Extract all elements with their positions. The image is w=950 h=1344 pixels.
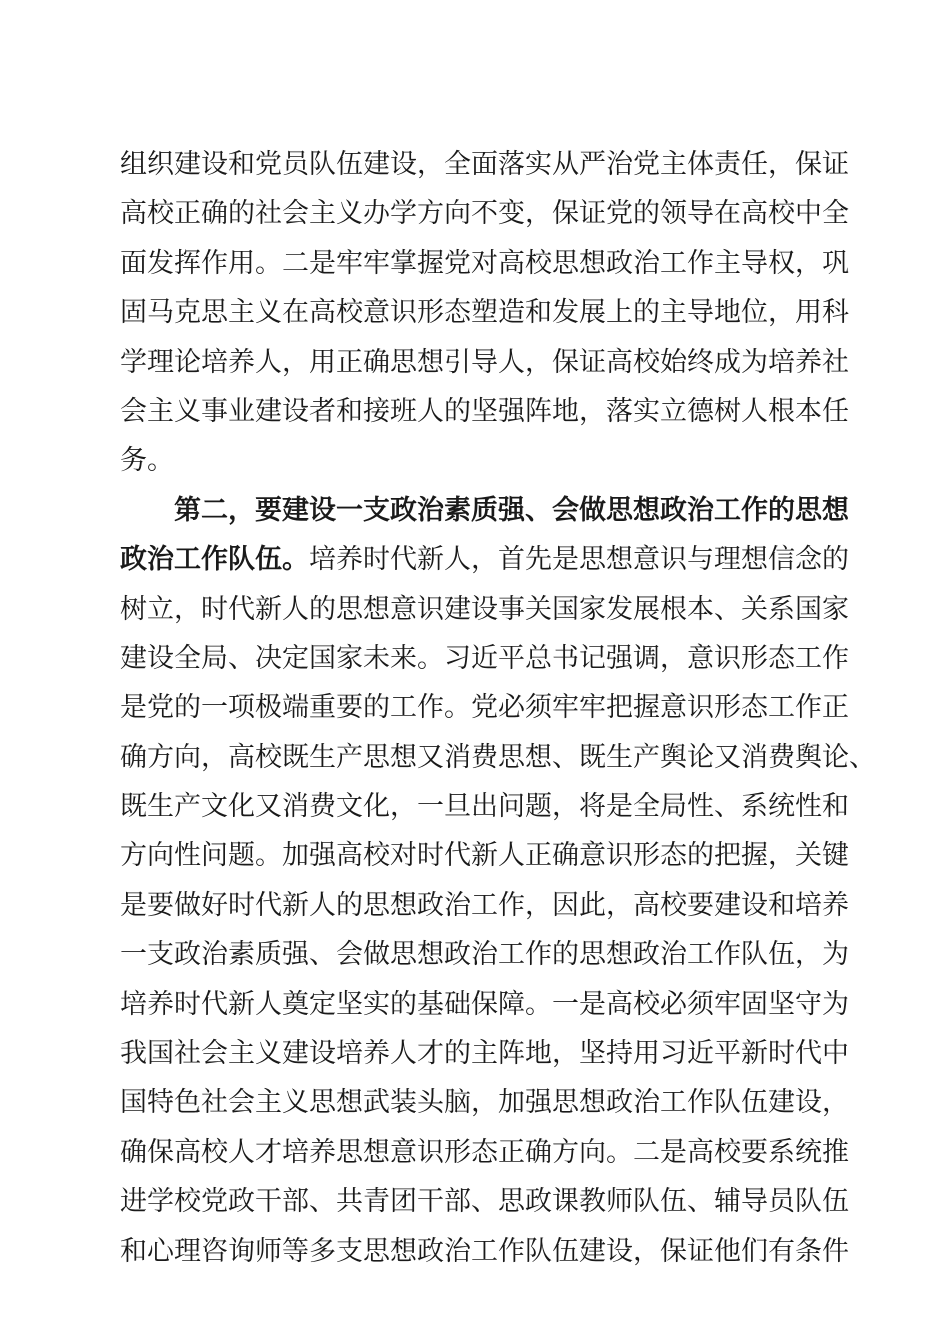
text-line: 一支政治素质强、会做思想政治工作的思想政治工作队伍，为 <box>120 939 849 971</box>
text-line: 是党的一项极端重要的工作。党必须牢牢把握意识形态工作正 <box>120 692 849 724</box>
text-line: 建设全局、决定国家未来。习近平总书记强调，意识形态工作 <box>120 642 849 674</box>
text-line: 既生产文化又消费文化，一旦出问题，将是全局性、系统性和 <box>120 791 849 823</box>
text-line: 和心理咨询师等多支思想政治工作队伍建设，保证他们有条件 <box>120 1235 849 1267</box>
text-line: 固马克思主义在高校意识形态塑造和发展上的主导地位，用科 <box>120 297 849 329</box>
text-line: 学理论培养人，用正确思想引导人，保证高校始终成为培养社 <box>120 346 849 378</box>
section-heading-line: 第二，要建设一支政治素质强、会做思想政治工作的思想 <box>174 494 849 526</box>
text-line: 树立，时代新人的思想意识建设事关国家发展根本、关系国家 <box>120 593 849 625</box>
text-line: 确保高校人才培养思想意识形态正确方向。二是高校要系统推 <box>120 1136 849 1168</box>
text-line: 我国社会主义建设培养人才的主阵地，坚持用习近平新时代中 <box>120 1038 849 1070</box>
text-line: 会主义事业建设者和接班人的坚强阵地，落实立德树人根本任 <box>120 395 849 427</box>
text-line <box>120 535 849 584</box>
text-line: 是要做好时代新人的思想政治工作，因此，高校要建设和培养 <box>120 889 849 921</box>
text-line: 进学校党政干部、共青团干部、思政课教师队伍、辅导员队伍 <box>120 1186 849 1218</box>
text-line: 培养时代新人奠定坚实的基础保障。一是高校必须牢固坚守为 <box>120 988 849 1020</box>
paragraph-1 <box>120 140 849 486</box>
text-span: 培养时代新人，首先是思想意识与理想信念的 <box>309 544 849 576</box>
text-line: 面发挥作用。二是牢牢掌握党对高校思想政治工作主导权，巩 <box>120 247 849 279</box>
document-body <box>120 140 876 1276</box>
text-line: 组织建设和党员队伍建设，全面落实从严治党主体责任，保证 <box>120 149 849 180</box>
text-line: 确方向，高校既生产思想又消费思想、既生产舆论又消费舆论、 <box>120 741 876 773</box>
text-line: 高校正确的社会主义办学方向不变，保证党的领导在高校中全 <box>120 198 849 230</box>
text-line: 方向性问题。加强高校对时代新人正确意识形态的把握，关键 <box>120 840 849 872</box>
paragraph-2 <box>120 486 876 1276</box>
section-heading-tail: 政治工作队伍。 <box>120 544 309 576</box>
text-line: 国特色社会主义思想武装头脑，加强思想政治工作队伍建设， <box>120 1087 849 1119</box>
text-line: 务。 <box>120 445 174 477</box>
